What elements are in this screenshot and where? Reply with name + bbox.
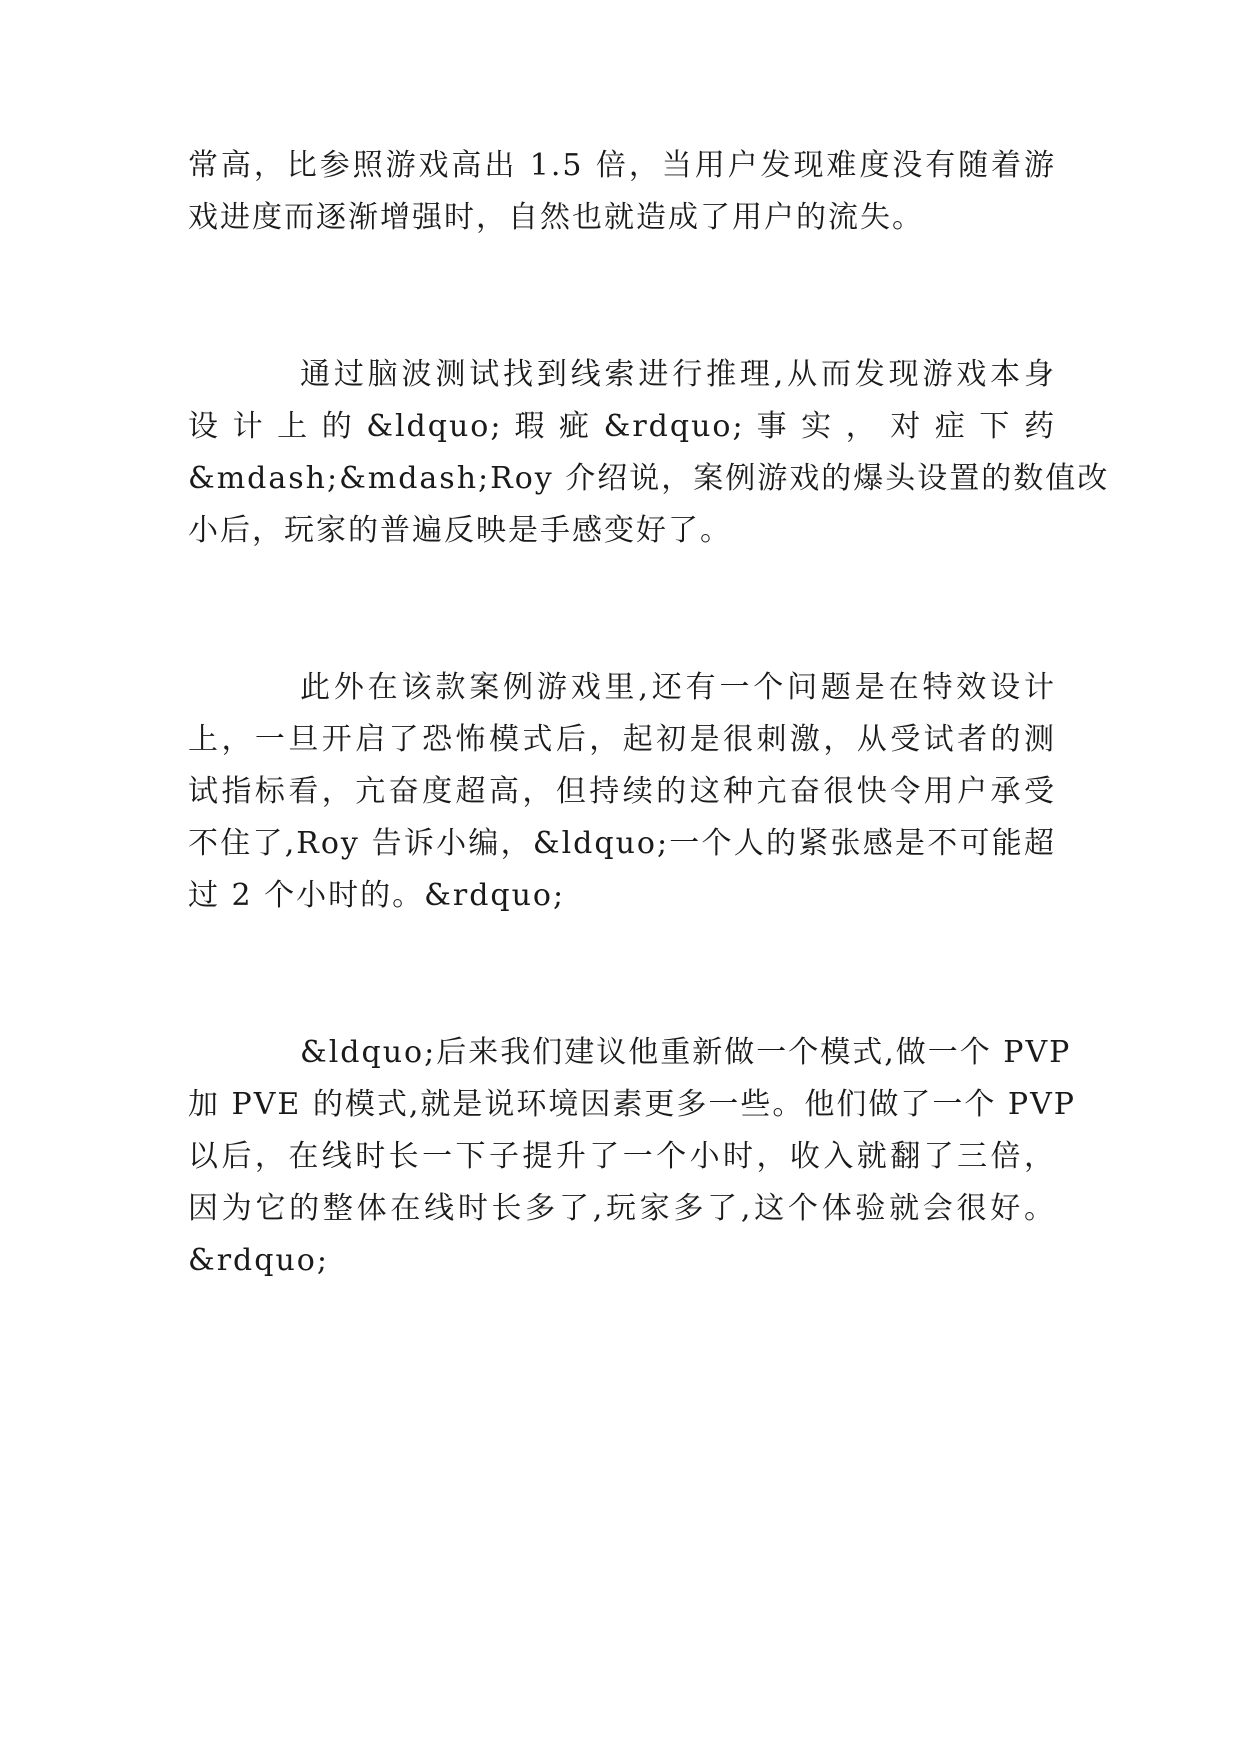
paragraph-4-line-5: &rdquo;: [188, 1243, 329, 1278]
paragraph-3-line-4: 不住了,Roy 告诉小编，&ldquo;一个人的紧张感是不可能超: [188, 826, 1056, 861]
paragraph-2-line-2: 设 计 上 的 &ldquo; 瑕 疵 &rdquo; 事 实 ， 对 症 下 药: [188, 409, 1056, 444]
paragraph-4-line-4: 因为它的整体在线时长多了,玩家多了,这个体验就会很好。: [188, 1191, 1056, 1226]
paragraph-3-line-5: 过 2 个小时的。&rdquo;: [188, 878, 566, 913]
paragraph-1-line-1: 常高，比参照游戏高出 1.5 倍，当用户发现难度没有随着游: [188, 148, 1056, 183]
paragraph-3-line-2: 上，一旦开启了恐怖模式后，起初是很刺激，从受试者的测: [188, 722, 1056, 757]
paragraph-2-line-4: 小后，玩家的普遍反映是手感变好了。: [188, 513, 732, 548]
paragraph-1-line-2: 戏进度而逐渐增强时，自然也就造成了用户的流失。: [188, 200, 924, 235]
paragraph-3-line-1: 此外在该款案例游戏里,还有一个问题是在特效设计: [300, 670, 1056, 705]
paragraph-4-line-1: &ldquo;后来我们建议他重新做一个模式,做一个 PVP: [300, 1035, 1072, 1070]
paragraph-4-line-3: 以后，在线时长一下子提升了一个小时，收入就翻了三倍，: [188, 1139, 1056, 1174]
paragraph-4-line-2: 加 PVE 的模式,就是说环境因素更多一些。他们做了一个 PVP: [188, 1087, 1076, 1122]
paragraph-2-line-3: &mdash;&mdash;Roy 介绍说，案例游戏的爆头设置的数值改: [188, 461, 1110, 496]
paragraph-3-line-3: 试指标看，亢奋度超高，但持续的这种亢奋很快令用户承受: [188, 774, 1056, 809]
paragraph-2-line-1: 通过脑波测试找到线索进行推理,从而发现游戏本身: [300, 357, 1056, 392]
